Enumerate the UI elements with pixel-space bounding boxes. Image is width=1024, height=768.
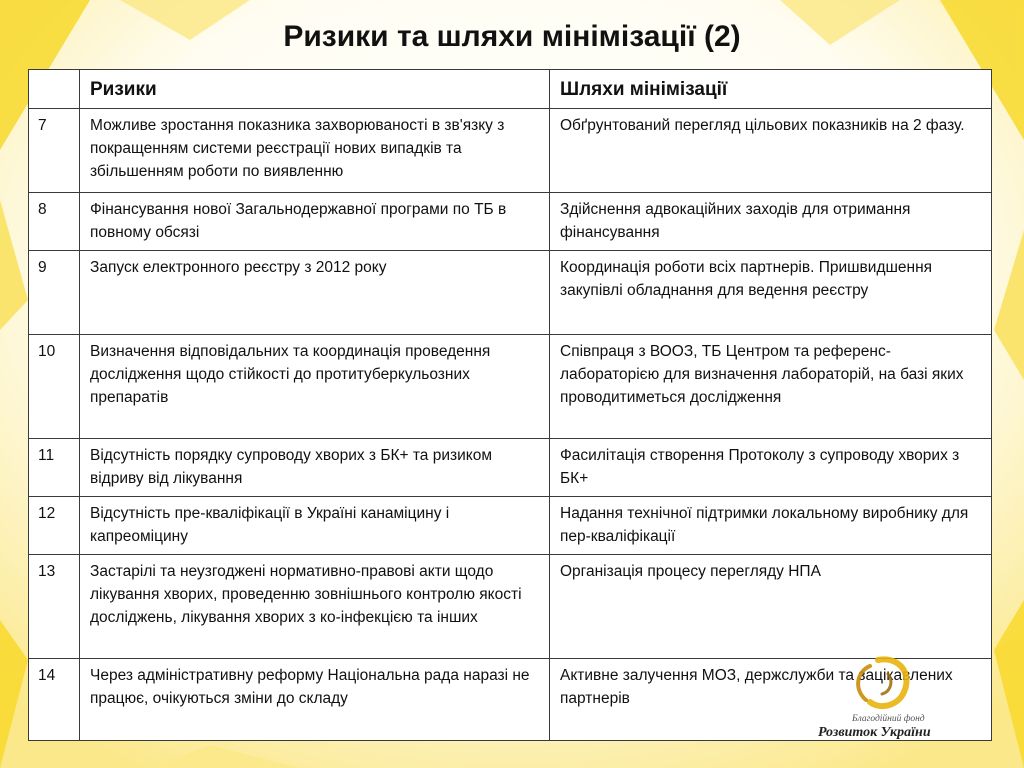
table-row: [29, 193, 992, 251]
table-row: [29, 109, 992, 193]
logo-caption: Благодійний фонд: [852, 714, 925, 724]
risk-cell: Запуск електронного реєстру з 2012 року: [80, 251, 550, 335]
risk-cell: Фінансування нової Загальнодержавної програми по ТБ в повному обсязі: [80, 193, 550, 251]
column-header-number: [29, 70, 80, 109]
table-row: [29, 251, 992, 335]
risk-cell: Застарілі та неузгоджені нормативно-правові акти щодо лікування хворих, проведенню зовнішнього контролю якості досліджень, лікування хворих з ко-інфекцією та інших: [80, 555, 550, 659]
row-number: 7: [29, 109, 80, 193]
row-number: 11: [29, 439, 80, 497]
row-number: 12: [29, 497, 80, 555]
risk-cell: Через адміністративну реформу Національна рада наразі не працює, очікуються зміни до складу: [80, 659, 550, 741]
row-number: 10: [29, 335, 80, 439]
risk-cell: Відсутність пре-кваліфікації в Україні канаміцину і капреоміцину: [80, 497, 550, 555]
foundation-logo: [808, 652, 948, 748]
risk-table: [28, 69, 992, 741]
row-number: 14: [29, 659, 80, 741]
mitigation-cell: Надання технічної підтримки локальному виробнику для пер-кваліфікації: [550, 497, 992, 555]
mitigation-cell: Фасилітація створення Протоколу з супроводу хворих з БК+: [550, 439, 992, 497]
page-title: Ризики та шляхи мінімізації (2): [283, 20, 741, 53]
risk-cell: Відсутність порядку супроводу хворих з БК+ та ризиком відриву від лікування: [80, 439, 550, 497]
mitigation-cell: Активне залучення МОЗ, держслужби та зацікавлених партнерів: [550, 659, 992, 741]
table-row: [29, 439, 992, 497]
risk-cell: Визначення відповідальних та координація проведення дослідження щодо стійкості до протитуберкульозних препаратів: [80, 335, 550, 439]
table-row: [29, 497, 992, 555]
row-number: 9: [29, 251, 80, 335]
column-header-risks: Ризики: [80, 70, 550, 109]
logo-name: Розвиток України: [818, 725, 931, 740]
mitigation-cell: Координація роботи всіх партнерів. Пришвидшення закупівлі обладнання для ведення реєстру: [550, 251, 992, 335]
column-header-mitigation: Шляхи мінімізації: [550, 70, 992, 109]
mitigation-cell: Здійснення адвокаційних заходів для отримання фінансування: [550, 193, 992, 251]
row-number: 13: [29, 555, 80, 659]
risk-cell: Можливе зростання показника захворюваності в зв'язку з покращенням системи реєстрації нових випадків та збільшенням роботи по виявленню: [80, 109, 550, 193]
logo-swirl-icon: [808, 652, 948, 716]
mitigation-cell: Обґрунтований перегляд цільових показників на 2 фазу.: [550, 109, 992, 193]
table-header-row: [29, 70, 992, 109]
mitigation-cell: Співпраця з ВООЗ, ТБ Центром та референс-лабораторією для визначення лабораторій, на базі яких проводитиметься дослідження: [550, 335, 992, 439]
mitigation-cell: Організація процесу перегляду НПА: [550, 555, 992, 659]
row-number: 8: [29, 193, 80, 251]
table-row: [29, 335, 992, 439]
table-row: [29, 555, 992, 659]
